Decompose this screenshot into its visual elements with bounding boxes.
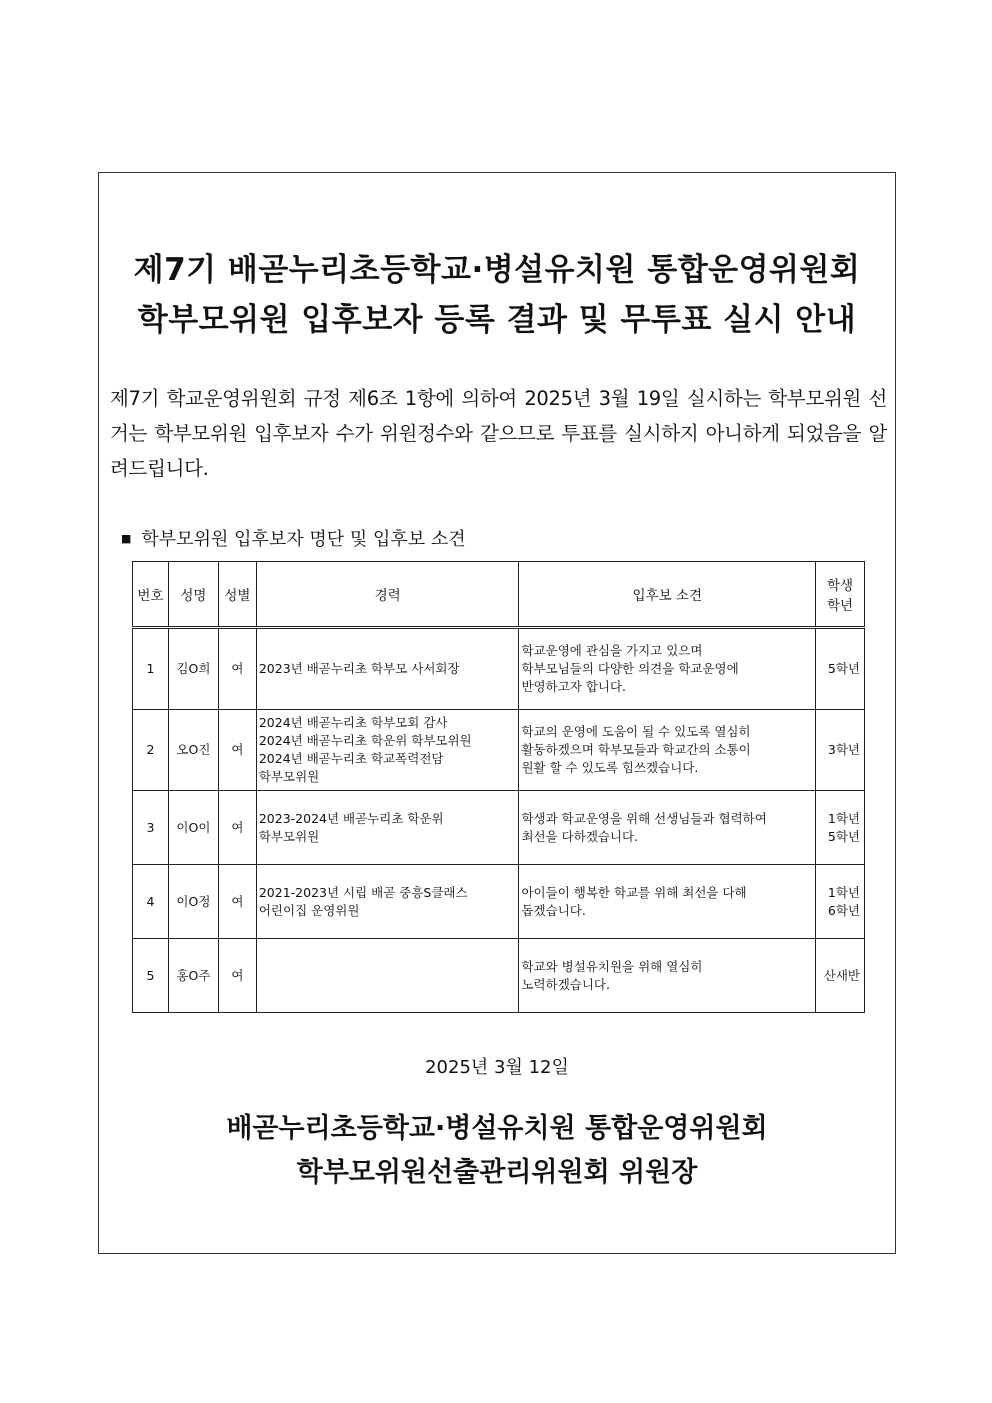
signature-line-1: 배곧누리초등학교·병설유치원 통합운영위원회 xyxy=(226,1113,768,1144)
title-line-1: 제7기 배곧누리초등학교·병설유치원 통합운영위원회 xyxy=(133,252,861,288)
cell-grade: 5학년 xyxy=(816,628,865,710)
cell-statement: 학교와 병설유치원을 위해 열심히 노력하겠습니다. xyxy=(519,939,816,1013)
header-career: 경력 xyxy=(256,562,519,628)
cell-gender: 여 xyxy=(218,865,256,939)
cell-career xyxy=(256,939,519,1013)
signature-line-2: 학부모위원선출관리위원회 위원장 xyxy=(296,1157,698,1188)
signature-block xyxy=(99,1107,895,1195)
cell-name: 이O이 xyxy=(168,791,218,865)
table-row xyxy=(133,628,865,710)
table-row xyxy=(133,710,865,791)
cell-name: 홍O주 xyxy=(168,939,218,1013)
table-row xyxy=(133,939,865,1013)
cell-gender: 여 xyxy=(218,939,256,1013)
header-statement: 입후보 소견 xyxy=(519,562,816,628)
section-heading xyxy=(121,525,466,551)
cell-career: 2024년 배곧누리초 학부모회 감사 2024년 배곧누리초 학운위 학부모위원 2024년 배곧누리초 학교폭력전담 학부모위원 xyxy=(256,710,519,791)
cell-grade: 산새반 xyxy=(816,939,865,1013)
cell-name: 이O정 xyxy=(168,865,218,939)
section-heading-text: 학부모위원 입후보자 명단 및 입후보 소견 xyxy=(141,529,466,550)
table-header-row xyxy=(133,562,865,628)
table-row xyxy=(133,791,865,865)
notice-frame xyxy=(98,172,896,1254)
cell-career: 2023-2024년 배곧누리초 학운위 학부모위원 xyxy=(256,791,519,865)
cell-gender: 여 xyxy=(218,791,256,865)
cell-name: 오O진 xyxy=(168,710,218,791)
cell-statement: 학생과 학교운영을 위해 선생님들과 협력하여 최선을 다하겠습니다. xyxy=(519,791,816,865)
cell-grade: 3학년 xyxy=(816,710,865,791)
cell-no: 4 xyxy=(133,865,169,939)
cell-no: 1 xyxy=(133,628,169,710)
notice-title xyxy=(99,245,895,345)
header-grade: 학생 학년 xyxy=(816,562,865,628)
cell-no: 3 xyxy=(133,791,169,865)
header-no: 번호 xyxy=(133,562,169,628)
cell-statement: 학교운영에 관심을 가지고 있으며 학부모님들의 다양한 의견을 학교운영에 반영하고자 합니다. xyxy=(519,628,816,710)
cell-statement: 아이들이 행복한 학교를 위해 최선을 다해 돕겠습니다. xyxy=(519,865,816,939)
cell-no: 2 xyxy=(133,710,169,791)
cell-statement: 학교의 운영에 도움이 될 수 있도록 열심히 활동하겠으며 학부모들과 학교간의 소통이 원활 할 수 있도록 힘쓰겠습니다. xyxy=(519,710,816,791)
candidate-table xyxy=(132,561,865,1013)
cell-career: 2023년 배곧누리초 학부모 사서회장 xyxy=(256,628,519,710)
title-line-2: 학부모위원 입후보자 등록 결과 및 무투표 실시 안내 xyxy=(137,302,857,338)
table-row xyxy=(133,865,865,939)
intro-paragraph: 제7기 학교운영위원회 규정 제6조 1항에 의하여 2025년 3월 19일 실시하는 학부모위원 선거는 학부모위원 입후보자 수가 위원정수와 같으므로 투표를 실시하지 아니하게 되었음을 알려드립니다. xyxy=(110,387,887,480)
header-name: 성명 xyxy=(168,562,218,628)
cell-name: 김O희 xyxy=(168,628,218,710)
cell-career: 2021-2023년 시립 배곧 중흥S클래스 어린이집 운영위원 xyxy=(256,865,519,939)
cell-gender: 여 xyxy=(218,628,256,710)
notice-date: 2025년 3월 12일 xyxy=(425,1057,569,1078)
cell-grade: 1학년 6학년 xyxy=(816,865,865,939)
cell-gender: 여 xyxy=(218,710,256,791)
header-gender: 성별 xyxy=(218,562,256,628)
square-bullet-icon: ■ xyxy=(121,532,132,545)
cell-no: 5 xyxy=(133,939,169,1013)
cell-grade: 1학년 5학년 xyxy=(816,791,865,865)
